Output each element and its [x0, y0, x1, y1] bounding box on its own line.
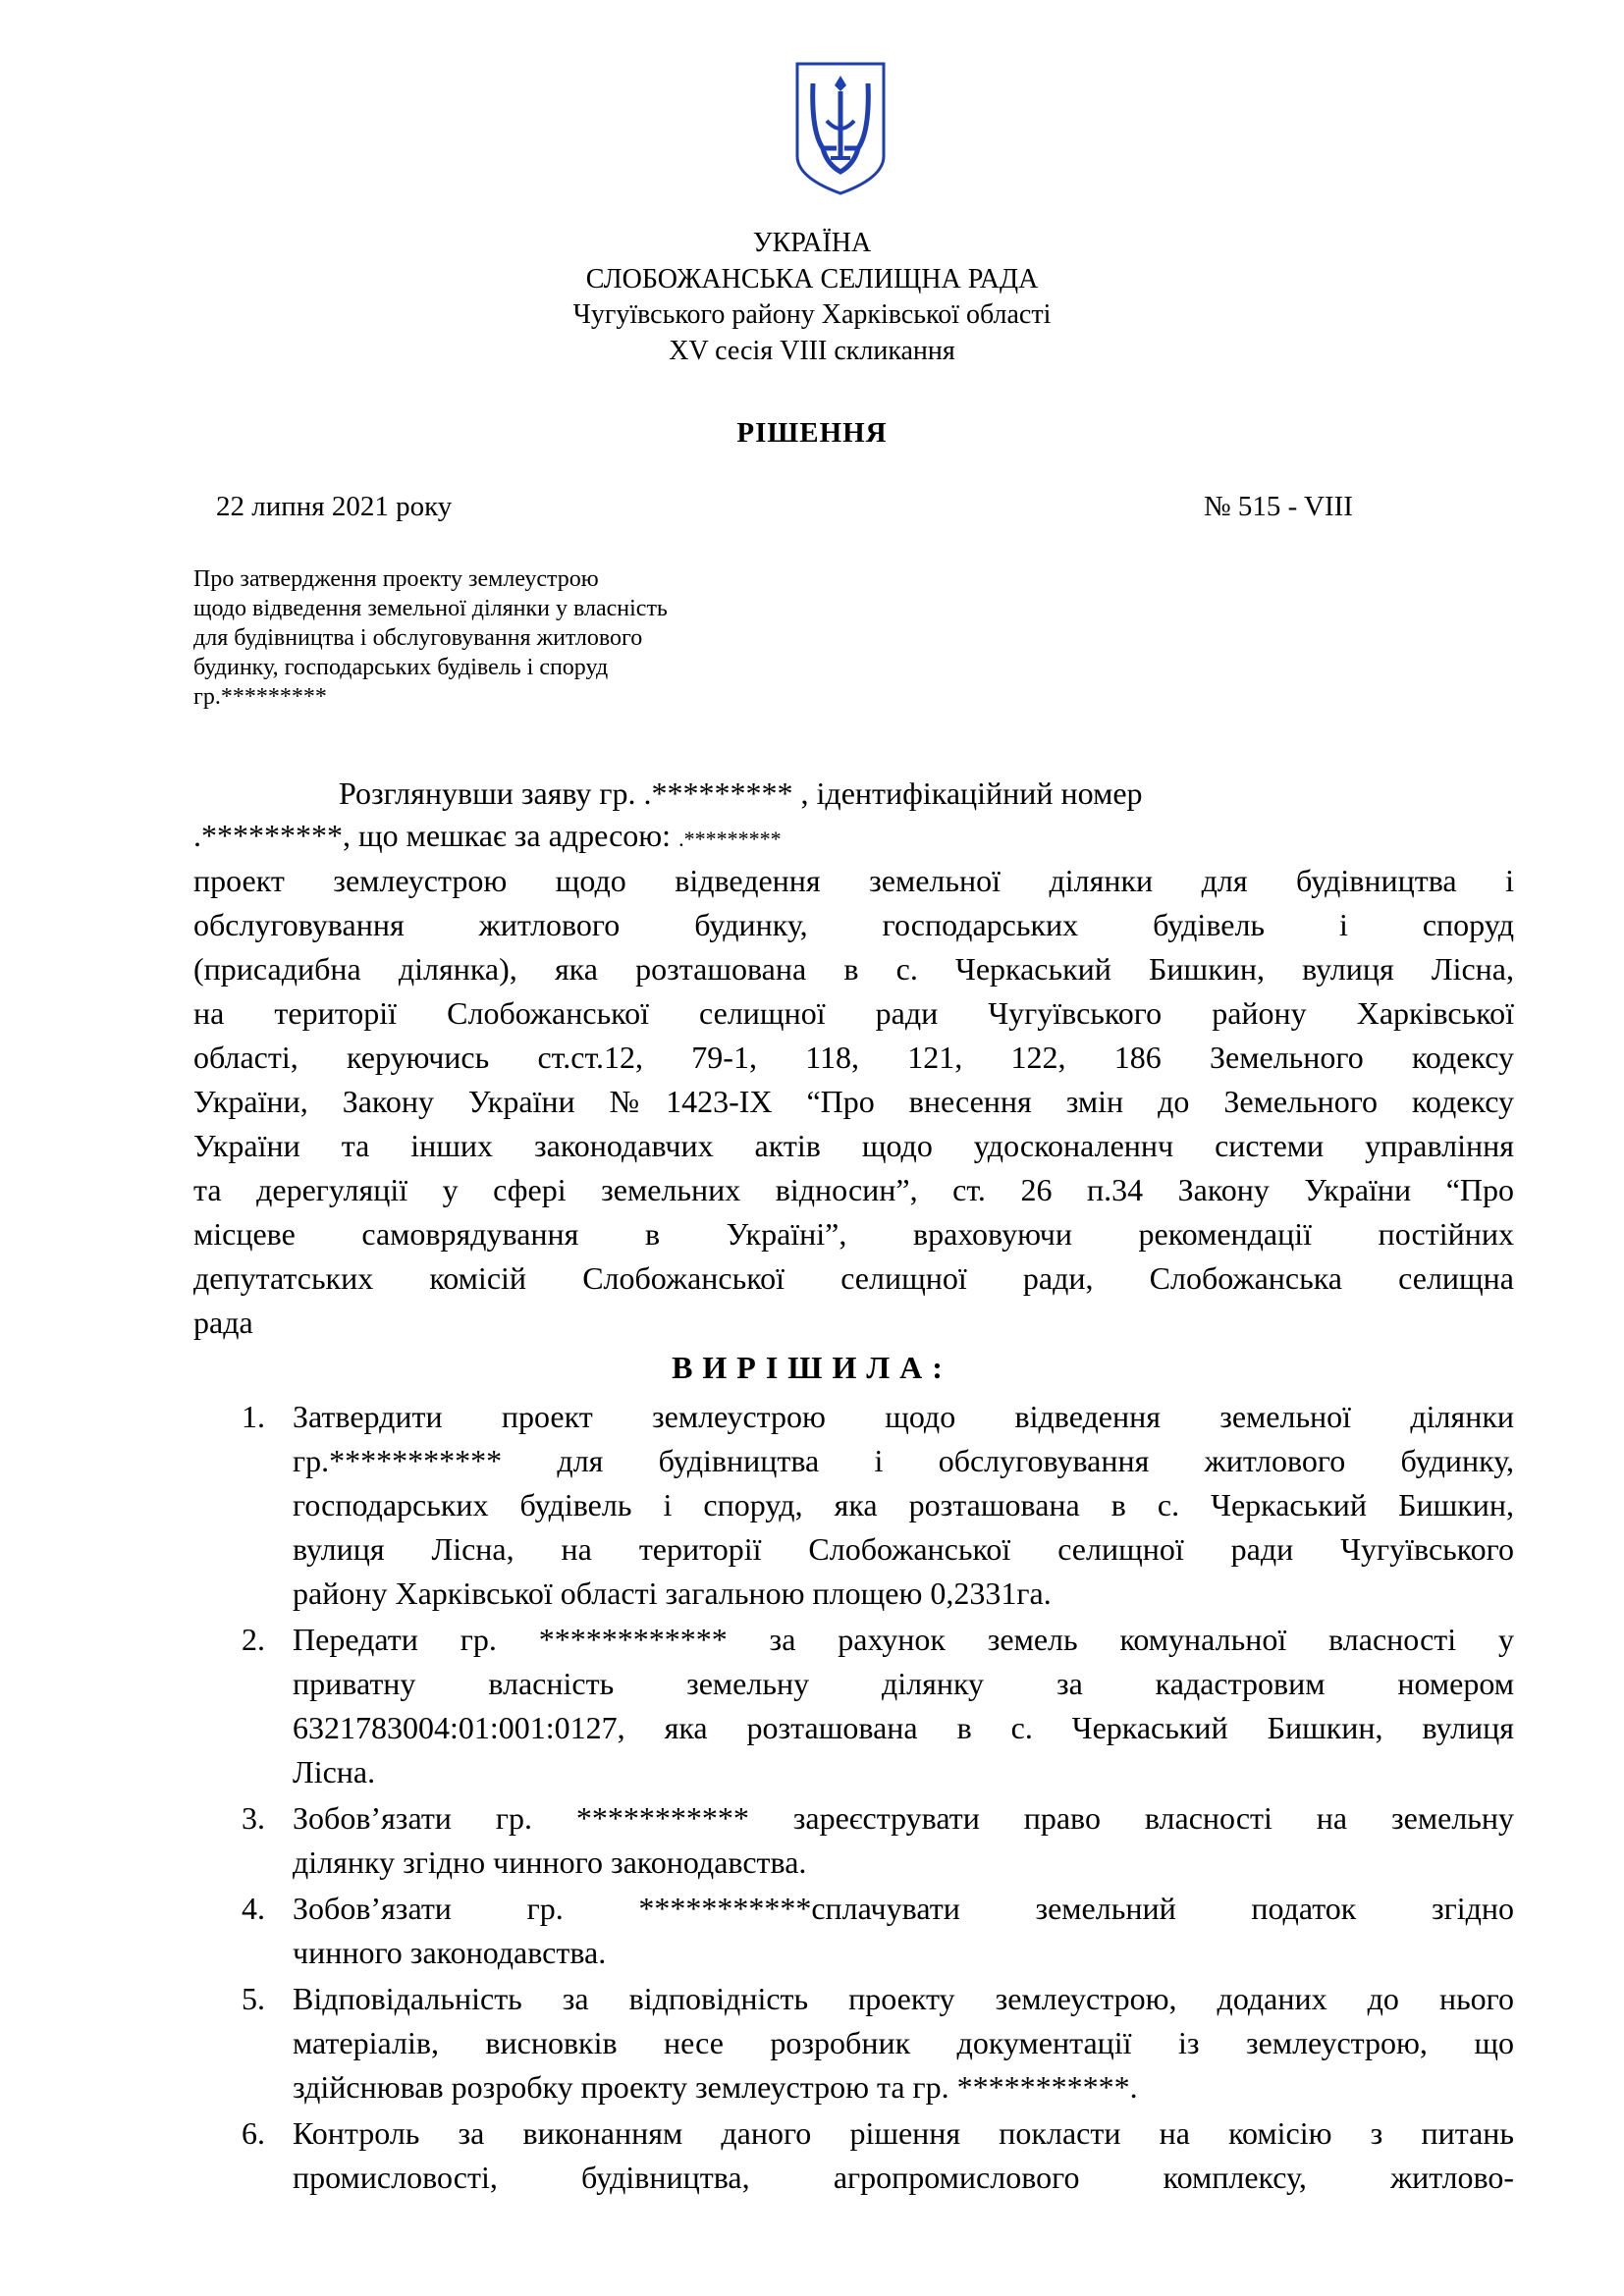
- decision-title: РІШЕННЯ: [736, 417, 888, 449]
- item-line: району Харківської області загальною площею 0,2331га.: [293, 1575, 1052, 1611]
- preamble-address-masked: .*********: [678, 827, 782, 851]
- item-line: Зобов’язати гр. ***********сплачувати земельний податок згідно: [293, 1891, 1514, 1926]
- preamble-id-text: .*********, що мешкає за адресою:: [193, 818, 672, 853]
- preamble-line: місцеве самоврядування в Україні”, враховуючи рекомендації постійних: [193, 1216, 1514, 1252]
- list-item: [242, 1887, 1514, 1975]
- item-number: 3.: [242, 1800, 265, 1836]
- resolved-title: ВИРІШИЛА:: [672, 1350, 952, 1385]
- council-name: СЛОБОЖАНСЬКА СЕЛИЩНА РАДА: [585, 264, 1039, 294]
- subject-line: щодо відведення земельної ділянки у власність: [193, 596, 668, 621]
- preamble-line: та дерегуляції у сфері земельних відносин”, ст. 26 п.34 Закону України “Про: [193, 1172, 1514, 1207]
- preamble-line: (присадибна ділянка), яка розташована в с. Черкаський Бишкин, вулиця Лісна,: [193, 951, 1514, 987]
- preamble-line: України та інших законодавчих актів щодо удосконаленнч системи управління: [193, 1128, 1514, 1163]
- preamble-line: проект землеустрою щодо відведення земельної ділянки для будівництва і: [193, 863, 1514, 898]
- item-line: Відповідальність за відповідність проекту землеустрою, доданих до нього: [293, 1981, 1514, 2016]
- item-number: 6.: [242, 2115, 265, 2151]
- subject-line: для будівництва і обслуговування житлового: [193, 625, 643, 651]
- preamble-line: депутатських комісій Слобожанської селищної ради, Слобожанська селищна: [193, 1260, 1514, 1296]
- item-number: 5.: [242, 1981, 265, 2016]
- item-line: гр.*********** для будівництва і обслуговування житлового будинку,: [293, 1443, 1514, 1478]
- item-line: промисловості, будівництва, агропромислового комплексу, житлово-: [293, 2160, 1514, 2195]
- decision-subject: [193, 564, 881, 712]
- preamble-line: на території Слобожанської селищної ради Чугуївського району Харківської: [193, 995, 1514, 1031]
- preamble-first-line: Розглянувши заяву гр. .********* , ідентифікаційний номер: [339, 775, 1143, 811]
- item-line: здійснював розробку проекту землеустрою та гр. ***********.: [293, 2069, 1138, 2105]
- coat-of-arms-trident-icon: [793, 62, 888, 196]
- decision-number: № 515 - VIII: [1204, 491, 1353, 522]
- subject-line: Про затвердження проекту землеустрою: [193, 566, 599, 592]
- preamble-line: рада: [193, 1305, 253, 1340]
- district-name: Чугуївського району Харківської області: [572, 299, 1052, 330]
- list-item: [242, 2111, 1514, 2200]
- item-line: матеріалів, висновків несе розробник документації із землеустрою, що: [293, 2025, 1514, 2060]
- preamble-line: обслуговування житлового будинку, господарських будівель і споруд: [193, 907, 1514, 942]
- item-number: 4.: [242, 1891, 265, 1926]
- item-line: Зобов’язати гр. *********** зареєструвати право власності на земельну: [293, 1800, 1514, 1836]
- decision-date: 22 липня 2021 року: [216, 491, 453, 522]
- item-line: чинного законодавства.: [293, 1935, 607, 1970]
- item-number: 1.: [242, 1399, 265, 1434]
- country-name: УКРАЇНА: [752, 228, 872, 258]
- subject-line: будинку, господарських будівель і споруд: [193, 655, 609, 680]
- decision-items-list: [242, 1395, 1514, 2202]
- list-item: [242, 1796, 1514, 1885]
- item-number: 2.: [242, 1622, 265, 1657]
- item-line: 6321783004:01:001:0127, яка розташована в с. Черкаський Бишкин, вулиця: [293, 1710, 1514, 1745]
- item-line: Контроль за виконанням даного рішення покласти на комісію з питань: [293, 2115, 1514, 2151]
- item-line: Передати гр. ************ за рахунок земель комунальної власності у: [293, 1622, 1514, 1657]
- list-item: [242, 1977, 1514, 2109]
- item-line: вулиця Лісна, на території Слобожанської селищної ради Чугуївського: [293, 1531, 1514, 1567]
- item-line: Затвердити проект землеустрою щодо відведення земельної ділянки: [293, 1399, 1514, 1434]
- list-item: [242, 1618, 1514, 1794]
- item-line: Лісна.: [293, 1754, 376, 1789]
- preamble-second-line: [193, 818, 782, 854]
- item-line: ділянку згідно чинного законодавства.: [293, 1844, 807, 1880]
- preamble-line: України, Закону України №1423-IX “Про внесення змін до Земельного кодексу: [193, 1084, 1514, 1119]
- session-info: XV сесія VIII скликання: [669, 336, 955, 366]
- item-line: приватну власність земельну ділянку за кадастровим номером: [293, 1666, 1514, 1701]
- subject-line: гр.*********: [193, 684, 327, 710]
- list-item: [242, 1395, 1514, 1616]
- item-line: господарських будівель і споруд, яка розташована в с. Черкаський Бишкин,: [293, 1487, 1514, 1522]
- preamble-line: області, керуючись ст.ст.12, 79-1, 118, 121, 122, 186 Земельного кодексу: [193, 1040, 1514, 1075]
- preamble-body: [193, 859, 1514, 1345]
